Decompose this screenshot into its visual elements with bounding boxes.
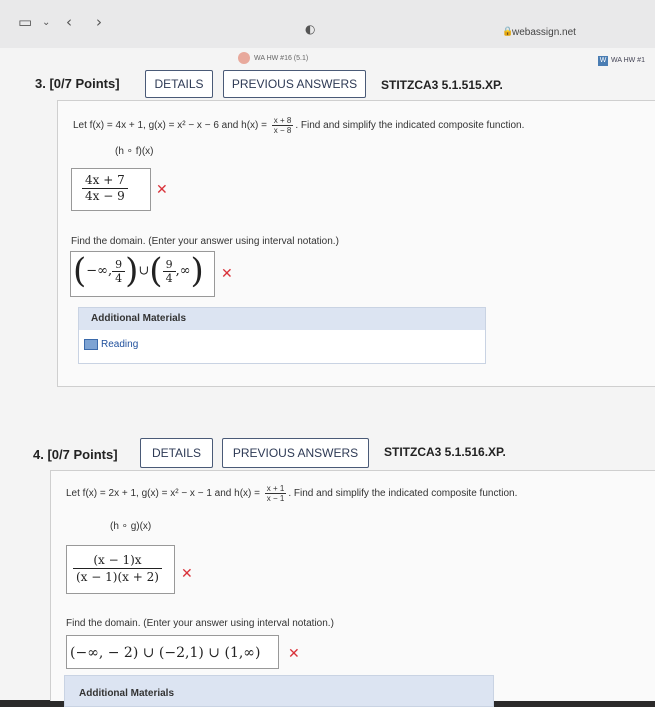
q3-reading-link[interactable] [84,339,138,350]
tab-right[interactable] [598,56,645,66]
q3-incorrect-icon: ✕ [156,182,168,198]
q3-domain-fraction-1 [112,258,125,285]
q3-additional-materials-header: Additional Materials [79,308,485,330]
q4-h-numerator: x + 1 [266,484,285,493]
q3-statement-suffix: . Find and simplify the indicated composite function. [295,120,525,132]
tab-title[interactable] [238,52,308,64]
q3-domain-frac1-den: 4 [115,271,123,285]
q3-domain-pos-inf: ,∞ [175,263,191,279]
q3-h-fraction [272,116,294,135]
q4-details-button[interactable]: DETAILS [140,438,213,468]
q4-domain-field[interactable]: (−∞, − 2) ∪ (−2,1) ∪ (1,∞) [66,635,279,669]
q3-domain-frac1-num: 9 [112,258,125,272]
q3-statement [73,116,524,135]
forward-icon[interactable]: › [96,13,102,31]
q4-composite-label: (h ∘ g)(x) [110,521,152,532]
q3-answer-denominator: 4x − 9 [85,189,125,203]
q4-answer-fraction [73,552,162,585]
q3-additional-materials [78,307,486,364]
q3-reading-label: Reading [101,339,139,351]
q4-statement-suffix: . Find and simplify the indicated composite function. [288,488,518,500]
q4-domain-prompt: Find the domain. (Enter your answer using interval notation.) [66,618,334,629]
tab-title-text: WA HW #16 (5.1) [254,54,309,62]
tab-right-text: WA HW #1 [611,57,645,64]
webassign-icon: W [599,57,607,64]
q3-domain-prompt: Find the domain. (Enter your answer using interval notation.) [71,236,339,247]
shield-icon: ◐ [305,22,316,36]
q3-problem-code: STITZCA3 5.1.515.XP. [381,78,503,92]
q3-answer-field[interactable] [71,168,151,211]
q3-h-numerator: x + 8 [273,116,292,125]
lock-icon: 🔒 [502,26,514,36]
q3-right-paren: ) [125,251,139,291]
q3-h-denominator: x − 8 [273,126,292,135]
q4-additional-materials-header: Additional Materials [79,688,175,699]
q3-left-paren-2: ( [149,251,163,291]
q4-additional-materials [64,675,494,707]
q4-incorrect-icon: ✕ [181,566,193,582]
q3-domain-incorrect-icon: ✕ [221,266,233,282]
q4-answer-numerator: (x − 1)x [73,552,162,569]
q4-domain-incorrect-icon: ✕ [288,646,300,662]
q3-domain-field[interactable] [70,251,215,297]
q3-domain-frac2-den: 4 [165,271,173,285]
question-4-header: 4. [0/7 Points] [33,447,118,462]
q3-answer-numerator: 4x + 7 [82,173,128,189]
back-icon[interactable]: ‹ [66,13,72,31]
q3-domain-expression [73,251,204,291]
book-icon [84,339,98,350]
q4-h-fraction [265,484,287,503]
q3-left-paren: ( [73,251,87,291]
q3-statement-prefix: Let f(x) = 4x + 1, g(x) = x² − x − 6 and h(x) = [73,120,267,132]
sidebar-toggle-icon[interactable]: ▭ [18,13,33,31]
q3-answer-fraction [82,173,128,204]
q3-details-button[interactable]: DETAILS [145,70,213,98]
loading-icon [238,52,250,64]
q4-problem-code: STITZCA3 5.1.516.XP. [384,445,506,459]
q3-previous-answers-button[interactable]: PREVIOUS ANSWERS [223,70,366,98]
q3-domain-frac2-num: 9 [163,258,176,272]
q3-domain-neg-inf: −∞, [86,263,113,279]
q4-statement-prefix: Let f(x) = 2x + 1, g(x) = x² − x − 1 and h(x) = [66,488,260,500]
question-3-header: 3. [0/7 Points] [35,76,120,91]
address-bar[interactable]: webassign.net [512,27,576,38]
browser-toolbar [0,0,655,48]
q3-composite-label: (h ∘ f)(x) [115,146,154,157]
q4-statement [66,484,517,503]
q3-right-paren-2: ) [190,251,204,291]
q4-h-denominator: x − 1 [266,494,285,503]
q4-answer-field[interactable] [66,545,175,594]
q3-union-symbol: ∪ [138,263,150,279]
chevron-down-icon[interactable]: ⌄ [42,17,51,28]
q4-previous-answers-button[interactable]: PREVIOUS ANSWERS [222,438,369,468]
q3-domain-fraction-2 [163,258,176,285]
q4-answer-denominator: (x − 1)(x + 2) [76,570,159,584]
